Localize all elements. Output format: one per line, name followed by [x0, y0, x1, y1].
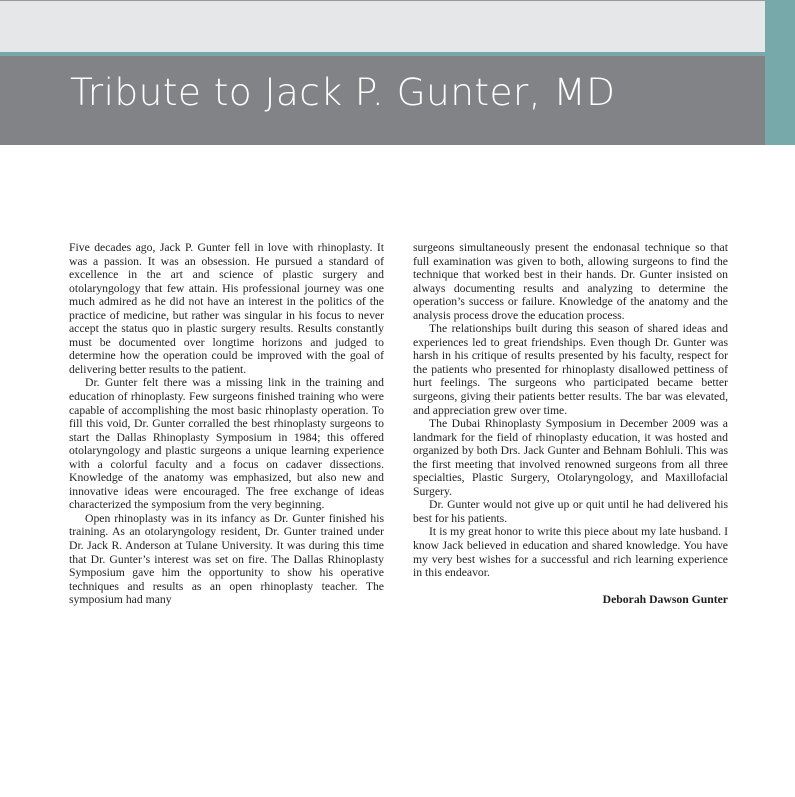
- page-title: Tribute to Jack P. Gunter, MD: [70, 70, 616, 114]
- top-band: [0, 1, 765, 52]
- paragraph: Dr. Gunter would not give up or quit until he had delivered his best for his patients.: [413, 498, 728, 525]
- side-tab: [765, 0, 795, 145]
- left-column: [69, 241, 384, 607]
- paragraph: Five decades ago, Jack P. Gunter fell in love with rhinoplasty. It was a passion. It was an obsession. He pursued a standard of excellence in the art and science of plastic surgery and otolaryngology that few attain. His professional journey was one much admired as he did not have an interest in the politics of the practice of medicine, but rather was singular in his focus to never accept the status quo in plastic surgery results. Results constantly must be documented over longtime horizons and judged to determine how the operation could be improved with the goal of delivering better results to the patient.: [69, 241, 384, 376]
- paragraph: The Dubai Rhinoplasty Symposium in December 2009 was a landmark for the field of rhinoplasty education, it was hosted and organized by both Drs. Jack Gunter and Behnam Bohluli. This was the first meeting that involved renowned surgeons from all three specialties, Plastic Surgery, Otolaryngology, and Maxillofacial Surgery.: [413, 417, 728, 498]
- paragraph: It is my great honor to write this piece about my late husband. I know Jack believed in education and shared knowledge. You have my very best wishes for a successful and rich learning experience in this endeavor.: [413, 525, 728, 580]
- paragraph: Dr. Gunter felt there was a missing link in the training and education of rhinoplasty. Few surgeons finished training who were capable of accomplishing the most basic rhinoplasty operation. To fill this void, Dr. Gunter corralled the best rhinoplasty surgeons to start the Dallas Rhinoplasty Symposium in 1984; this offered otolaryngology and plastic surgeons a unique learning experience with a colorful faculty and a focus on cadaver dissections. Knowledge of the anatomy was emphasized, but also new and innovative ideas were encouraged. The free exchange of ideas characterized the symposium from the very beginning.: [69, 376, 384, 512]
- paragraph: The relationships built during this season of shared ideas and experiences led to great friendships. Even though Dr. Gunter was harsh in his critique of results presented by his faculty, respect for the patients who presented for rhinoplasty disallowed pettiness of hurt feelings. The surgeons who participated became better surgeons, giving their patients better results. The bar was elevated, and appreciation grew over time.: [413, 322, 728, 417]
- signature: Deborah Dawson Gunter: [602, 592, 728, 606]
- paragraph: Open rhinoplasty was in its infancy as Dr. Gunter finished his training. As an otolaryngology resident, Dr. Gunter trained under Dr. Jack R. Anderson at Tulane University. It was during this time that Dr. Gunter’s interest was set on fire. The Dallas Rhinoplasty Symposium gave him the opportunity to show his operative techniques and results as an open rhinoplasty teacher. The symposium had many: [69, 511, 384, 607]
- right-column: [413, 241, 728, 606]
- paragraph: surgeons simultaneously present the endonasal technique so that full examination was given to both, allowing surgeons to find the technique that worked best in their hands. Dr. Gunter insisted on always documenting results and analyzing to determine the operation’s success or failure. Knowledge of the anatomy and the analysis process drove the education process.: [413, 241, 728, 322]
